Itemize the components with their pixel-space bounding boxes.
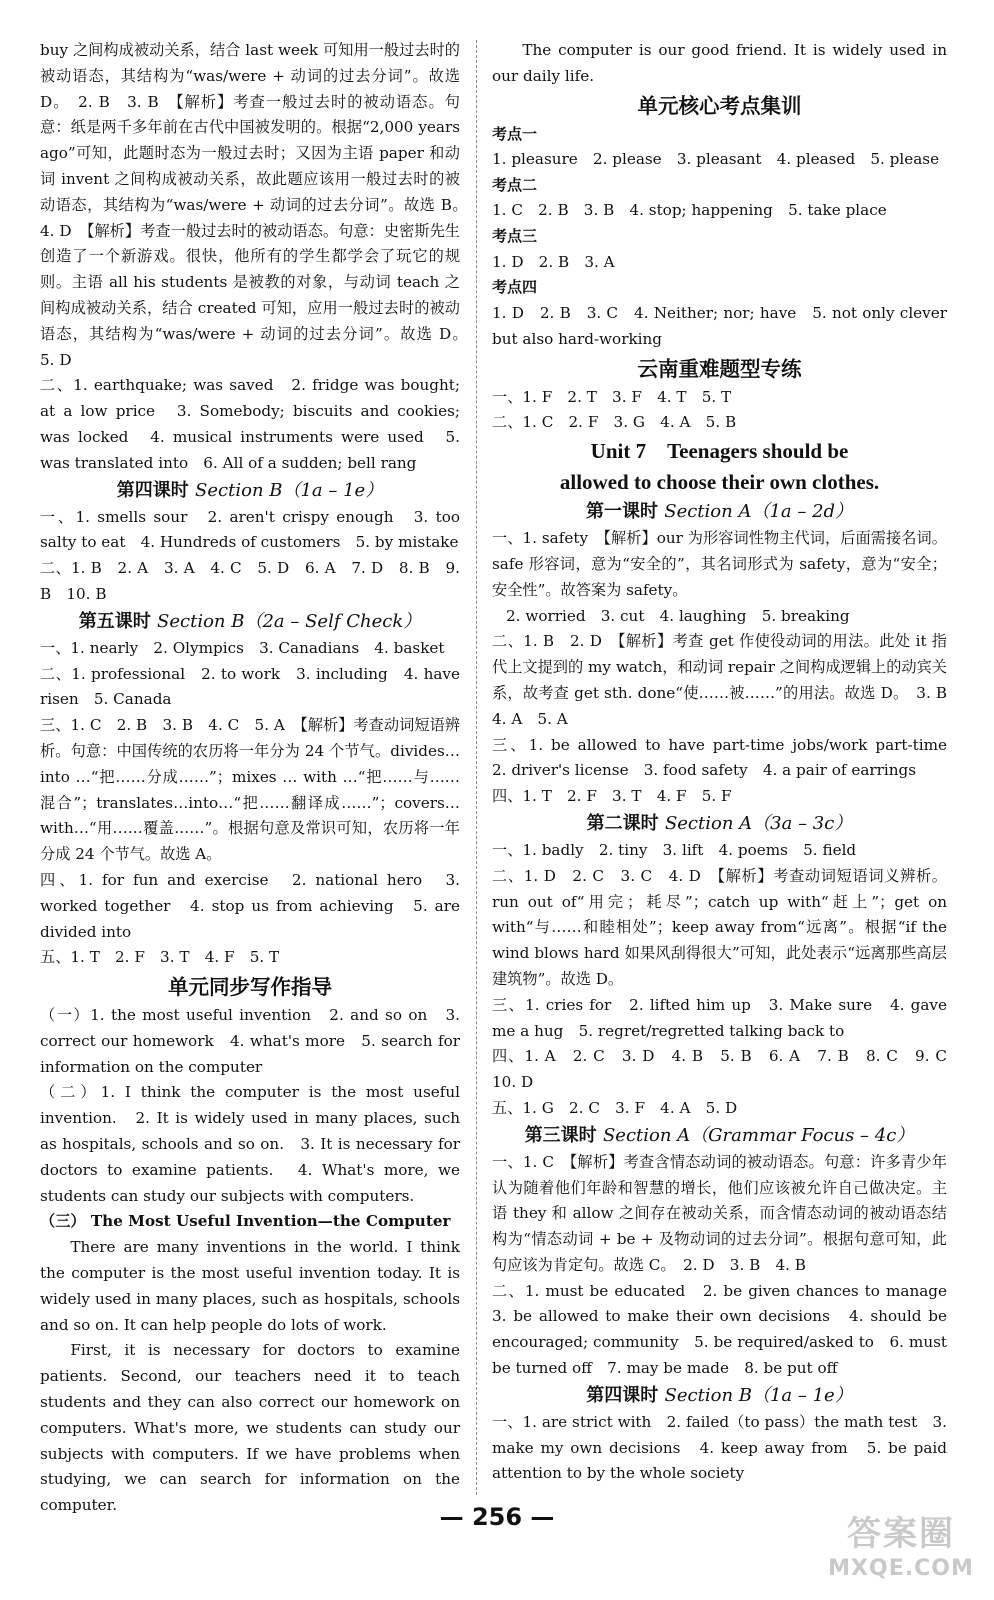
answer-block: 二、1. professional 2. to work 3. including 4. have risen 5. Canada xyxy=(40,664,460,709)
watermark-en: MXQE.COM xyxy=(828,1556,974,1581)
essay-label: （三） xyxy=(40,1212,86,1231)
answer-block: 1. pleasure 2. please 3. pleasant 4. pleased 5. please xyxy=(492,150,940,169)
kaodian-label: 考点三 xyxy=(492,227,538,246)
kaodian-label: 考点一 xyxy=(492,124,538,143)
lesson-title: 第一课时 xyxy=(585,501,658,523)
lesson-section: Section A（3a – 3c） xyxy=(664,812,853,834)
answer-block: 二、1. D 2. C 3. C 4. D 【解析】考查动词短语词义辨析。run out of“用完；耗尽”；catch up with“赶上”；get on with“与……和睦相处”；keep away from“远离”。根据“if the wind blows hard 如果风刮得很大”可知，此处表示“远离那些高层建筑物”。故选 D。 xyxy=(492,866,947,988)
answer-block: 1. C 2. B 3. B 4. stop; happening 5. take place xyxy=(492,201,887,220)
answer-block: 2. worried 3. cut 4. laughing 5. breaking xyxy=(506,606,850,625)
essay-title-text: The Most Useful Invention—the Computer xyxy=(90,1212,451,1231)
kaodian-label: 考点二 xyxy=(492,175,538,194)
lesson-heading xyxy=(40,477,460,505)
answer-block: 1. D 2. B 3. C 4. Neither; nor; have 5. not only clever but also hard-working xyxy=(492,303,947,348)
lesson-heading xyxy=(492,1382,947,1410)
lesson-section: Section B（2a – Self Check） xyxy=(157,610,422,632)
answer-block: （一）1. the most useful invention 2. and so on 3. correct our homework 4. what's more 5. search for information on the computer xyxy=(40,1006,460,1076)
answer-block: 一、1. F 2. T 3. F 4. T 5. T xyxy=(492,387,732,406)
lesson-section: Section A（Grammar Focus – 4c） xyxy=(602,1124,915,1146)
unit-title: allowed to choose their own clothes. xyxy=(559,470,880,495)
lesson-heading xyxy=(492,498,947,526)
answer-block: 四、1. for fun and exercise 2. national hero 3. worked together 4. stop us from achieving 5. are divided into xyxy=(40,870,460,941)
answer-block: 五、1. G 2. C 3. F 4. A 5. D xyxy=(492,1098,738,1117)
answer-block: 二、1. B 2. D 【解析】考查 get 作使役动词的用法。此处 it 指代上文提到的 my watch，和动词 repair 之间构成逻辑上的动宾关系，故考查 get sth. done“使……被……”的用法。故选 D。 3. B 4. A 5. A xyxy=(492,632,963,728)
right-column xyxy=(492,38,963,1487)
lesson-heading xyxy=(492,1122,947,1150)
answer-block: （二）1. I think the computer is the most useful invention. 2. It is widely used in many places, such as hospitals, schools and so on. 3. It is necessary for doctors to examine patients. 4. What's more, we students can study our subjects with computers. xyxy=(40,1083,460,1205)
watermark-logo xyxy=(826,1512,976,1590)
unit-title: Unit 7 Teenagers should be xyxy=(590,439,849,464)
lesson-title: 第四课时 xyxy=(586,1384,659,1406)
answer-block: 三、1. C 2. B 3. B 4. C 5. A 【解析】考查动词短语辨析。句意：中国传统的农历将一年分为 24 个节气。divides… into …“把……分成……”；mixes … with …“把……与……混合”；translates…into…“把……翻译成……”；covers…with…“用……覆盖……”。根据句意及常识可知，农历将一年分成 24 个节气。故选 A。 xyxy=(40,716,460,864)
kaodian-label: 考点四 xyxy=(492,278,538,297)
answer-block: 三、1. cries for 2. lifted him up 3. Make sure 4. gave me a hug 5. regret/regretted talking back to xyxy=(492,995,947,1040)
essay-paragraph: First, it is necessary for doctors to examine patients. Second, our teachers need it to teach students and they can also correct our homework on computers. What's more, we students can study our subjects with computers. If we have problems when studying, we can search for information on the computer. xyxy=(40,1341,460,1515)
answer-block: 一、1. safety 【解析】our 为形容词性物主代词，后面需接名词。safe 形容词，意为“安全的”，其名词形式为 safety，意为“安全；安全性”。故答案为 safety。 xyxy=(492,529,947,599)
column-divider xyxy=(476,40,477,1495)
lesson-title: 第四课时 xyxy=(116,479,189,501)
answer-block: 一、1. badly 2. tiny 3. lift 4. poems 5. field xyxy=(492,840,857,859)
answer-block: 二、1. earthquake; was saved 2. fridge was bought; at a low price 3. Somebody; biscuits and cookies; was locked 4. musical instruments were used 5. was translated into 6. All of a sudden; bell rang xyxy=(40,376,460,472)
left-column xyxy=(40,38,476,1519)
answer-block: 一、1. are strict with 2. failed（to pass）the math test 3. make my own decisions 4. keep away from 5. be paid attention to by the whole society xyxy=(492,1412,947,1483)
section-heading-core: 单元核心考点集训 xyxy=(637,93,802,118)
lesson-title: 第五课时 xyxy=(78,610,151,632)
lesson-heading xyxy=(492,810,947,838)
answer-block: 1. D 2. B 3. A xyxy=(492,252,615,271)
answer-block: 五、1. T 2. F 3. T 4. F 5. T xyxy=(40,948,280,967)
answer-block: 一、1. smells sour 2. aren't crispy enough 3. too salty to eat 4. Hundreds of customers 5. by mistake xyxy=(40,507,460,552)
lesson-section: Section B（1a – 1e） xyxy=(195,479,384,501)
lesson-section: Section B（1a – 1e） xyxy=(664,1384,853,1406)
answer-block: 二、1. must be educated 2. be given chances to manage 3. be allowed to make their own decisions 4. should be encouraged; community 5. be required/asked to 6. must be turned off 7. may be made 8. be put off xyxy=(492,1281,963,1378)
essay-title xyxy=(40,1209,460,1235)
answer-block: 一、1. nearly 2. Olympics 3. Canadians 4. basket xyxy=(40,638,445,657)
watermark-cn: 答案圈 xyxy=(847,1514,955,1554)
lesson-heading xyxy=(40,608,460,636)
section-heading-writing: 单元同步写作指导 xyxy=(168,975,332,1000)
answer-block: 三、1. be allowed to have part-time jobs/work part-time 2. driver's license 3. food safety 4. a pair of earrings xyxy=(492,735,963,780)
lesson-title: 第三课时 xyxy=(524,1124,597,1146)
section-heading-yunnan: 云南重难题型专练 xyxy=(637,356,802,381)
essay-paragraph: The computer is our good friend. It is widely used in our daily life. xyxy=(492,41,947,85)
essay-paragraph: There are many inventions in the world. I think the computer is the most useful invention today. It is widely used in many places, such as hospitals, schools and so on. It can help people do lots of work. xyxy=(40,1238,460,1334)
answer-block: buy 之间构成被动关系，结合 last week 可知用一般过去时的被动语态，其结构为“was/were + 动词的过去分词”。故选 D。 2. B 3. B 【解析】考查一般过去时的被动语态。句意：纸是两千多年前在古代中国被发明的。根据“2,000 years ago”可知，此题时态为一般过去时；又因为主语 paper 和动词 invent 之间构成被动关系，故此题应该用一般过去时的被动语态，其结构为“was/were + 动词的过去分词”。故选 B。 4. D 【解析】考查一般过去时的被动语态。句意：史密斯先生创造了一个新游戏。很快，他所有的学生都学会了玩它的规则。主语 all his students 是被教的对象，与动词 teach 之间构成被动关系，结合 created 可知，应用一般过去时的被动语态，其结构为“was/were + 动词的过去分词”。故选 D。 5. D xyxy=(40,41,476,369)
answer-block: 二、1. C 2. F 3. G 4. A 5. B xyxy=(492,413,737,432)
answer-block: 四、1. A 2. C 3. D 4. B 5. B 6. A 7. B 8. C 9. C 10. D xyxy=(492,1047,963,1092)
answer-block: 二、1. B 2. A 3. A 4. C 5. D 6. A 7. D 8. B 9. B 10. B xyxy=(40,559,460,603)
lesson-title: 第二课时 xyxy=(586,812,659,834)
lesson-section: Section A（1a – 2d） xyxy=(664,501,854,523)
answer-block: 四、1. T 2. F 3. T 4. F 5. F xyxy=(492,787,732,806)
page-number: — 256 — xyxy=(439,1503,555,1531)
answer-block: 一、1. C 【解析】考查含情态动词的被动语态。句意：许多青少年认为随着他们年龄和智慧的增长，他们应该被允许自己做决定。主语 they 和 allow 之间存在被动关系，而含情态动词的被动语态结构为“情态动词 + be + 及物动词的过去分词”。根据句意可知，此句应该为肯定句。故选 C。 2. D 3. B 4. B xyxy=(492,1152,947,1274)
